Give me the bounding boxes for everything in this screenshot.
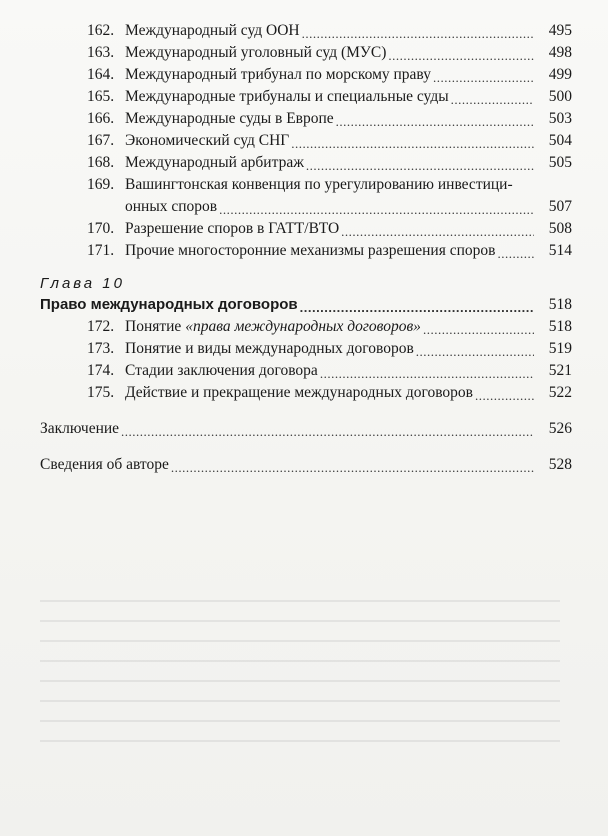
section-number: 169. xyxy=(87,176,115,193)
page-number: 528 xyxy=(548,456,572,473)
section-title: Разрешение споров в ГАТТ/ВТО xyxy=(125,220,340,237)
toc-entry-175[interactable] xyxy=(40,382,572,404)
dot-leader xyxy=(302,20,534,42)
section-number: 162. xyxy=(87,22,115,39)
page-number: 521 xyxy=(548,362,572,379)
section-number: 172. xyxy=(87,318,115,335)
dot-leader xyxy=(341,218,534,240)
dot-leader xyxy=(433,64,534,86)
section-title-line1: Вашингтонская конвенция по урегулированию инвестици- xyxy=(125,176,513,193)
about-author-title: Сведения об авторе xyxy=(40,456,169,473)
page-number: 499 xyxy=(548,66,572,83)
dot-leader xyxy=(497,240,534,262)
toc-entry-169-line1[interactable] xyxy=(40,174,572,196)
dot-leader xyxy=(171,454,534,476)
page-number: 526 xyxy=(548,420,572,437)
page-number: 503 xyxy=(548,110,572,127)
toc-entry-174[interactable] xyxy=(40,360,572,382)
chapter-label: Глава 10 xyxy=(40,275,125,292)
toc-entry-162[interactable] xyxy=(40,20,572,42)
toc-about-author[interactable] xyxy=(40,454,572,476)
section-title: Международный арбитраж xyxy=(125,154,304,171)
toc-entry-166[interactable] xyxy=(40,108,572,130)
section-number: 164. xyxy=(87,66,115,83)
section-title-line2: онных споров xyxy=(125,198,218,215)
toc-conclusion[interactable] xyxy=(40,418,572,440)
dot-leader xyxy=(306,152,534,174)
page-number: 500 xyxy=(548,88,572,105)
toc-entry-170[interactable] xyxy=(40,218,572,240)
toc-entry-173[interactable] xyxy=(40,338,572,360)
page-number: 495 xyxy=(548,22,572,39)
section-title xyxy=(125,316,421,338)
section-title: Стадии заключения договора xyxy=(125,362,318,379)
page-number: 508 xyxy=(548,220,572,237)
toc-entry-165[interactable] xyxy=(40,86,572,108)
dot-leader xyxy=(320,360,534,382)
page-number: 519 xyxy=(548,340,572,357)
section-title: Международные суды в Европе xyxy=(125,110,334,127)
section-title: Международные трибуналы и специальные суды xyxy=(125,88,449,105)
section-number: 170. xyxy=(87,220,115,237)
dot-leader xyxy=(416,338,534,360)
section-title: Понятие и виды международных договоров xyxy=(125,340,414,357)
section-title: Международный суд ООН xyxy=(125,22,300,39)
section-number: 173. xyxy=(87,340,115,357)
toc-entry-169-line2[interactable] xyxy=(40,196,572,218)
conclusion-title: Заключение xyxy=(40,420,120,437)
toc-chapter-10[interactable] xyxy=(40,294,572,316)
dot-leader xyxy=(423,316,534,338)
page-number: 514 xyxy=(548,242,572,259)
section-title-italic: «права международных договоров» xyxy=(185,318,421,335)
dot-leader xyxy=(300,294,534,316)
section-title: Экономический суд СНГ xyxy=(125,132,290,149)
dot-leader xyxy=(121,418,534,440)
section-number: 163. xyxy=(87,44,115,61)
table-of-contents xyxy=(40,20,572,476)
toc-entry-171[interactable] xyxy=(40,240,572,262)
section-number: 171. xyxy=(87,242,115,259)
page-number: 498 xyxy=(548,44,572,61)
toc-entry-164[interactable] xyxy=(40,64,572,86)
section-number: 175. xyxy=(87,384,115,401)
page-number: 518 xyxy=(548,296,572,313)
section-title: Прочие многосторонние механизмы разрешения споров xyxy=(125,242,496,259)
page-number: 507 xyxy=(548,198,572,215)
section-title: Действие и прекращение международных договоров xyxy=(125,384,473,401)
show-through-texture xyxy=(40,600,560,836)
dot-leader xyxy=(291,130,534,152)
section-number: 174. xyxy=(87,362,115,379)
section-title: Международный трибунал по морскому праву xyxy=(125,66,431,83)
section-title-prefix: Понятие xyxy=(125,318,186,335)
page-number: 518 xyxy=(548,318,572,335)
section-number: 167. xyxy=(87,132,115,149)
dot-leader xyxy=(475,382,534,404)
dot-leader xyxy=(388,42,534,64)
dot-leader xyxy=(336,108,534,130)
section-number: 168. xyxy=(87,154,115,171)
section-number: 166. xyxy=(87,110,115,127)
chapter-title: Право международных договоров xyxy=(40,296,298,313)
toc-entry-163[interactable] xyxy=(40,42,572,64)
toc-entry-167[interactable] xyxy=(40,130,572,152)
toc-entry-172[interactable] xyxy=(40,316,572,338)
dot-leader xyxy=(451,86,534,108)
section-number: 165. xyxy=(87,88,115,105)
page-number: 505 xyxy=(548,154,572,171)
section-title: Международный уголовный суд (МУС) xyxy=(125,44,387,61)
toc-entry-168[interactable] xyxy=(40,152,572,174)
page-number: 522 xyxy=(548,384,572,401)
page-number: 504 xyxy=(548,132,572,149)
dot-leader xyxy=(219,196,534,218)
